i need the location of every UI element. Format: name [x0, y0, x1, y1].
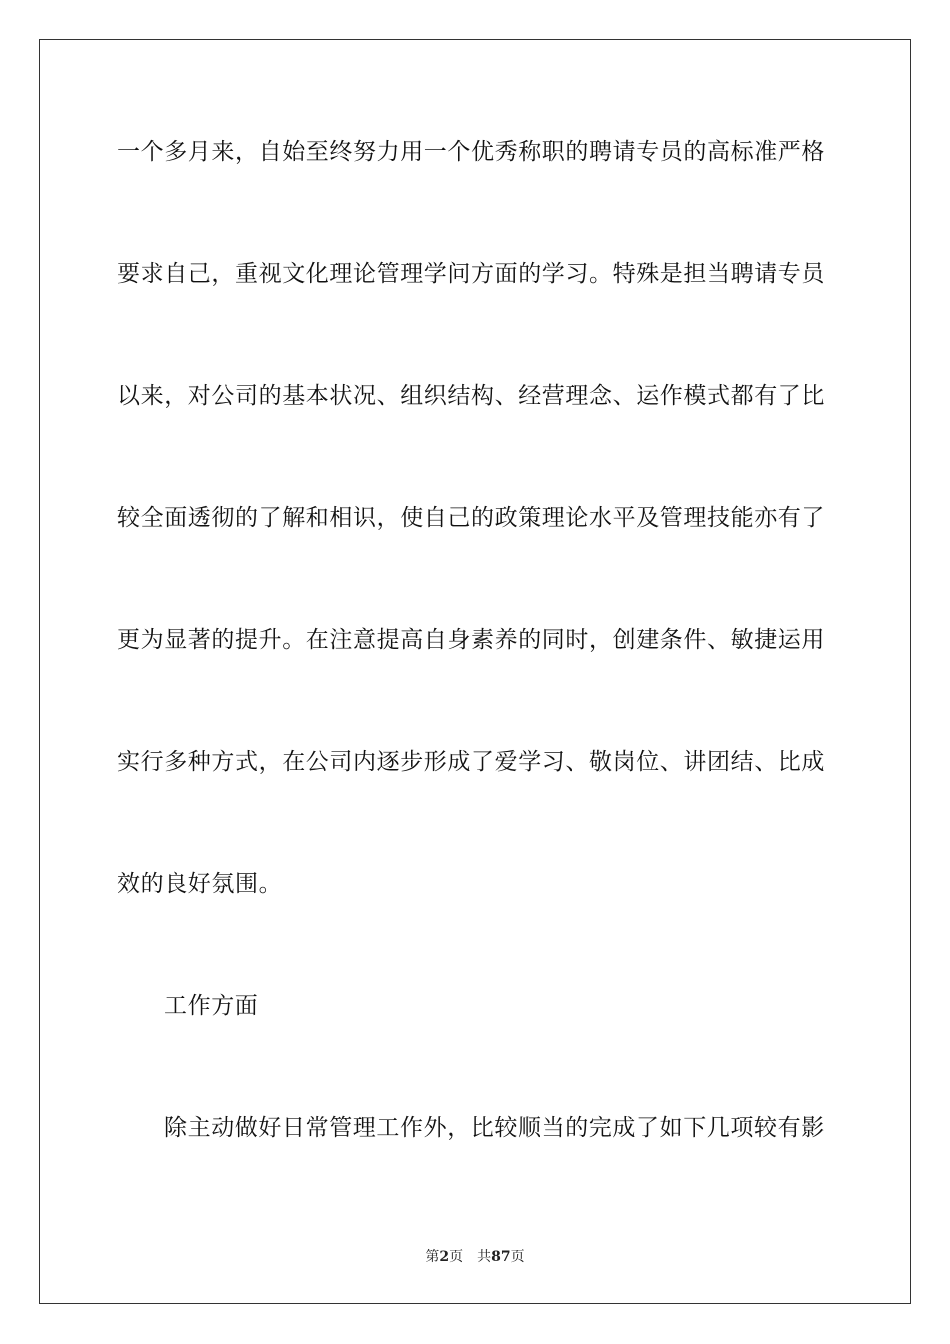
text-line-2: 要求自己，重视文化理论管理学问方面的学习。特殊是担当聘请专员 — [117, 261, 825, 287]
total-suffix: 页 — [510, 1249, 525, 1265]
text-line-4: 较全面透彻的了解和相识，使自己的政策理论水平及管理技能亦有了 — [117, 505, 825, 531]
page-suffix: 页 — [449, 1249, 464, 1265]
total-prefix: 共 — [477, 1249, 492, 1265]
section-heading: 工作方面 — [164, 993, 259, 1019]
text-line-5: 更为显著的提升。在注意提高自身素养的同时，创建条件、敏捷运用 — [117, 627, 825, 653]
page-footer — [0, 1246, 950, 1266]
total-pages: 87 — [491, 1249, 511, 1265]
text-line-7: 效的良好氛围。 — [117, 871, 283, 897]
text-line-3: 以来，对公司的基本状况、组织结构、经营理念、运作模式都有了比 — [117, 383, 825, 409]
paragraph-start: 除主动做好日常管理工作外，比较顺当的完成了如下几项较有影 — [164, 1115, 825, 1141]
text-line-1: 一个多月来，自始至终努力用一个优秀称职的聘请专员的高标准严格 — [117, 139, 825, 165]
page-prefix: 第 — [425, 1249, 440, 1265]
page-number: 2 — [439, 1249, 450, 1265]
text-line-6: 实行多种方式，在公司内逐步形成了爱学习、敬岗位、讲团结、比成 — [117, 749, 825, 775]
